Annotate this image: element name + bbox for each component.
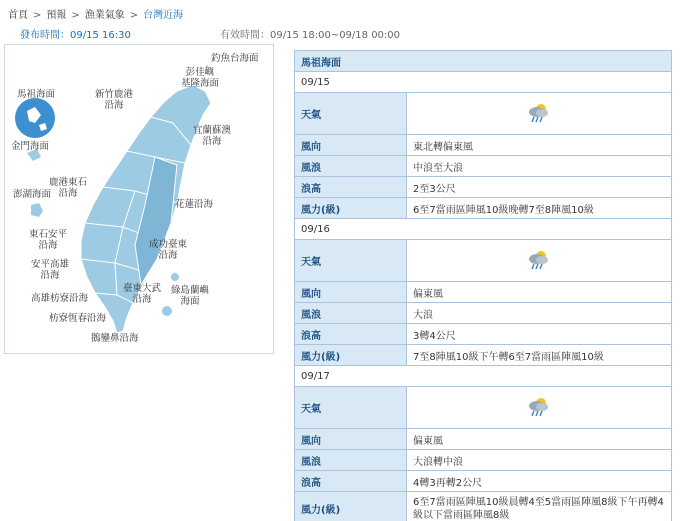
wind-force-label: 風力(級) [295,198,407,219]
zone-pengjia-keelung[interactable]: 彭佳嶼 基隆海面 [181,67,220,89]
zone-anping-kaohsiung[interactable]: 安平高雄 沿海 [31,259,70,281]
lanyu-island [162,306,172,316]
zone-lukang-dongshi[interactable]: 鹿港東石 沿海 [49,177,88,199]
zone-hsinchu-lukang[interactable]: 新竹鹿港 沿海 [95,89,134,111]
wave-height-value: 3轉4公尺 [407,324,672,345]
wave-value: 中浪至大浪 [407,156,672,177]
wind-force-value: 7至8陣風10級下午轉6至7當雨區陣風10級 [407,345,672,366]
zone-diaoyutai[interactable]: 釣魚台海面 [211,53,259,64]
forecast-area-title: 馬祖海面 [295,51,672,72]
wave-value: 大浪 [407,303,672,324]
publish-time-label: 發布時間 [20,30,60,41]
weather-label: 天氣 [295,387,407,429]
weather-value [407,93,672,135]
zone-taitung-dawu[interactable]: 臺東大武 沿海 [123,283,162,305]
weather-label: 天氣 [295,93,407,135]
cloudy-rain-icon [526,395,552,417]
weather-value [407,387,672,429]
wind-direction-value: 東北轉偏東風 [407,135,672,156]
wave-label: 風浪 [295,303,407,324]
penghu-island [31,203,43,217]
breadcrumb-fishery[interactable]: 漁業氣象 [84,10,125,21]
zone-kaohsiung-fangliao[interactable]: 高雄枋寮沿海 [31,293,89,304]
zone-dongshi-anping[interactable]: 東石安平 沿海 [29,229,68,251]
zone-ludao-lanyu[interactable]: 綠島蘭嶼 海面 [171,285,210,307]
wind-direction-label: 風向 [295,429,407,450]
breadcrumb [8,6,183,21]
zone-hualien[interactable]: 花蓮沿海 [175,199,214,210]
wind-direction-label: 風向 [295,135,407,156]
cloudy-rain-icon [526,248,552,270]
wave-label: 風浪 [295,450,407,471]
forecast-table [294,50,672,521]
publish-time-value: ：09/15 16:30 [60,30,131,41]
wave-height-label: 浪高 [295,471,407,492]
wave-height-label: 浪高 [295,324,407,345]
wind-direction-value: 偏東風 [407,282,672,303]
publish-time [20,26,131,41]
wind-direction-label: 風向 [295,282,407,303]
wind-direction-value: 偏東風 [407,429,672,450]
valid-time: 有效時間：09/15 18:00~09/18 00:00 [220,30,401,41]
breadcrumb-separator: > [33,10,42,21]
weather-label: 天氣 [295,240,407,282]
wave-height-value: 4轉3再轉2公尺 [407,471,672,492]
wave-value: 大浪轉中浪 [407,450,672,471]
forecast-date: 09/15 [295,72,672,93]
breadcrumb-separator: > [129,10,139,21]
zone-kinmen[interactable]: 金門海面 [11,141,50,152]
wave-height-label: 浪高 [295,177,407,198]
cloudy-rain-icon [526,101,552,123]
zone-map [4,44,274,354]
weather-value [407,240,672,282]
wind-force-value: 6至7當雨區陣風10級晨轉4至5當雨區陣風8級下午再轉4級以下當雨區陣風8級 [407,492,672,521]
forecast-date: 09/17 [295,366,672,387]
breadcrumb-home[interactable]: 首頁 [8,10,28,21]
wind-force-label: 風力(級) [295,492,407,521]
wave-label: 風浪 [295,156,407,177]
zone-fangliao-hengchun[interactable]: 枋寮恆春沿海 [49,313,107,324]
forecast-date: 09/16 [295,219,672,240]
ludao-island [171,273,179,281]
breadcrumb-forecast[interactable]: 預報 [46,10,67,21]
breadcrumb-current[interactable]: 台灣近海 [143,10,184,21]
zone-eluanbi[interactable]: 鵝鑾鼻沿海 [91,333,139,344]
zone-matsu[interactable]: 馬祖海面 [17,89,56,100]
zone-chenggong-taitung[interactable]: 成功臺東 沿海 [149,239,188,261]
wave-height-value: 2至3公尺 [407,177,672,198]
wind-force-label: 風力(級) [295,345,407,366]
zone-penghu[interactable]: 澎湖海面 [13,189,52,200]
wind-force-value: 6至7當雨區陣風10級晚轉7至8陣風10級 [407,198,672,219]
zone-yilan-suao[interactable]: 宜蘭蘇澳 沿海 [193,125,232,147]
breadcrumb-separator: > [71,10,80,21]
